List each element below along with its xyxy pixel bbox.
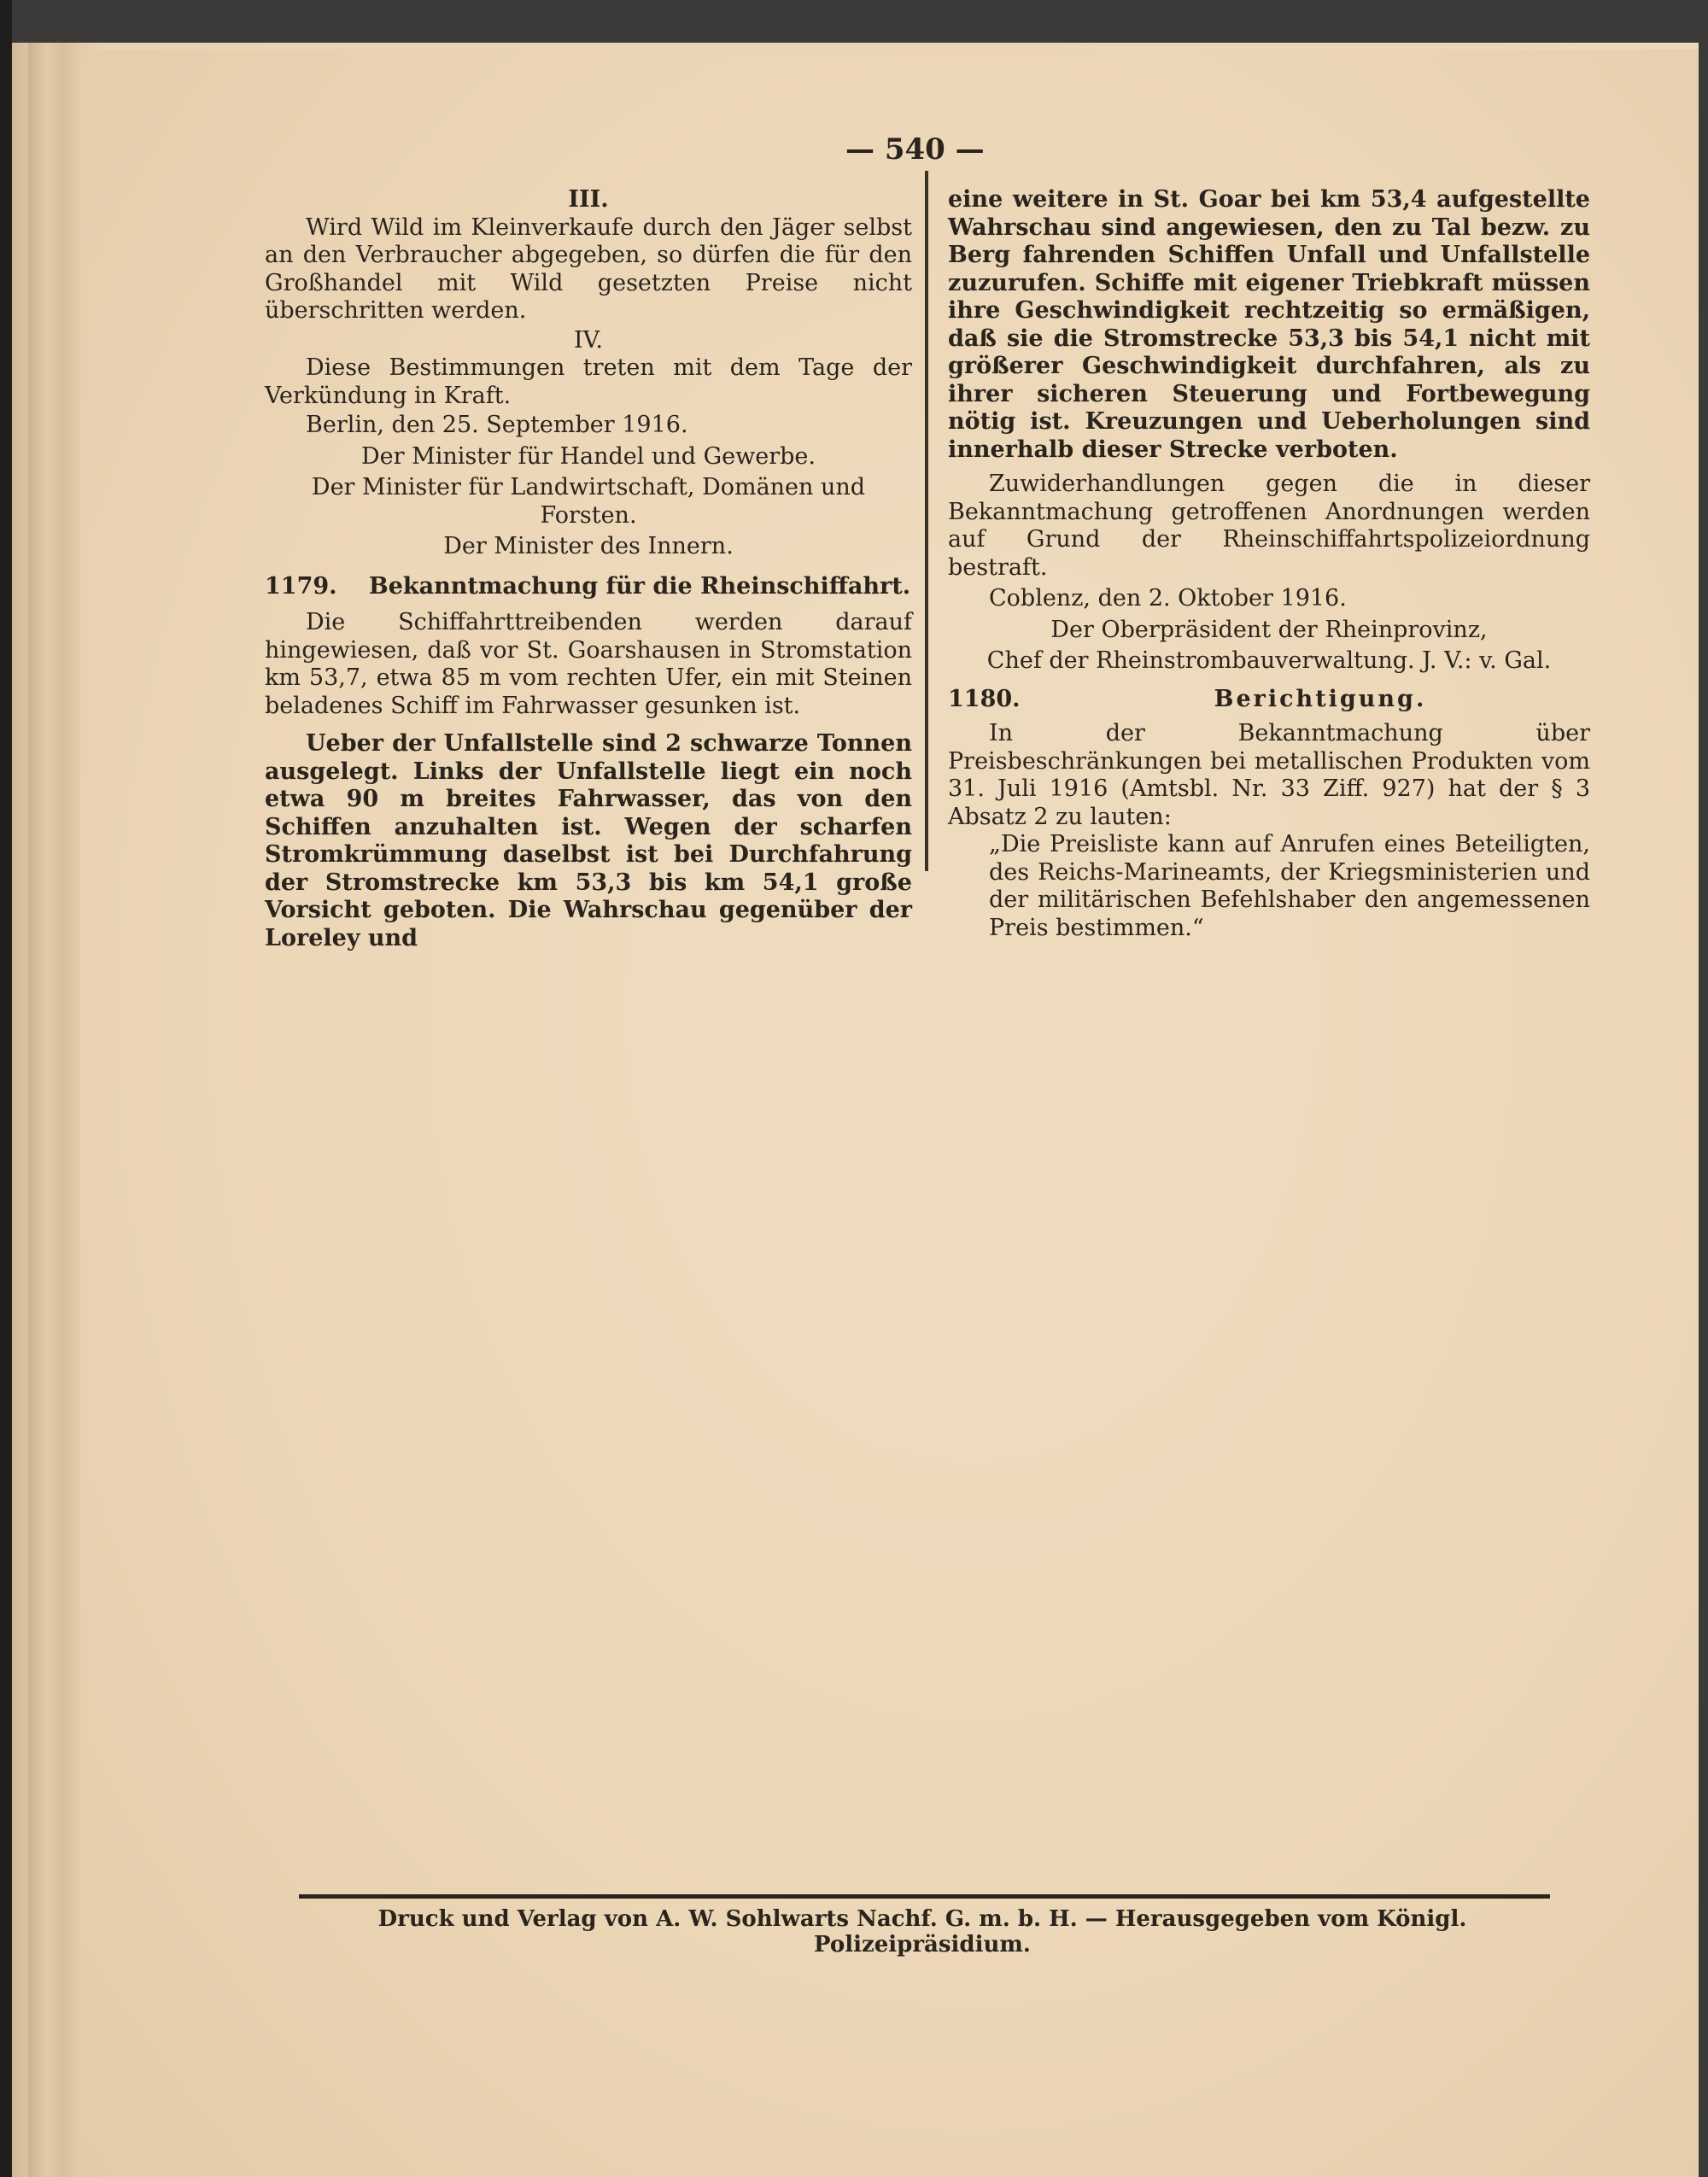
article-title: Bekanntmachung für die Rheinschiffahrt. xyxy=(368,572,911,600)
right-column xyxy=(948,186,1590,942)
article-1179-heading xyxy=(265,573,912,601)
page-number: — 540 — xyxy=(845,132,985,167)
article-number: 1179. xyxy=(265,572,337,600)
signature-rheinstrombauverwaltung: Chef der Rheinstrombauverwaltung. J. V.: v. Gal. xyxy=(986,647,1552,674)
place-date: Berlin, den 25. September 1916. xyxy=(306,412,688,438)
section-3-text: Wird Wild im Kleinverkaufe durch den Jäger selbst an den Verbraucher abgegeben, so dürfen die für den Großhandel mit Wild gesetzten Preise nicht überschritten werden. xyxy=(265,214,912,324)
article-1180-paragraph: In der Bekanntmachung über Preisbeschränkungen bei metallischen Produkten vom 31. Juli 1916 (Amtsbl. Nr. 33 Ziff. 927) hat der § 3 Absatz 2 zu lauten: xyxy=(948,720,1590,830)
signature-interior-minister: Der Minister des Innern. xyxy=(443,533,734,559)
article-1180-quote: „Die Preisliste kann auf Anrufen eines Beteiligten, des Reichs-Marineamts, der Kriegsministerien und der militärischen Befehlshaber den angemessenen Preis bestimmen.“ xyxy=(989,831,1590,941)
footer-rule xyxy=(299,1894,1550,1899)
column-divider xyxy=(925,171,928,871)
left-column xyxy=(265,186,912,952)
continuation-paragraph: eine weitere in St. Goar bei km 53,4 aufgestellte Wahrschau sind angewiesen, den zu Tal bezw. zu Berg fahrenden Schiffen Unfall und Unfallstelle zuzurufen. Schiffe mit eigener Triebkraft müssen ihre Geschwindigkeit rechtzeitig so ermäßigen, daß sie die Stromstrecke 53,3 bis 54,1 nicht mit größerer Geschwindigkeit durchfahren, als zu ihrer sicheren Steuerung und Fortbewegung nötig ist. Kreuzungen und Ueberholungen sind innerhalb dieser Strecke verboten. xyxy=(948,186,1590,463)
signature-oberpraesident: Der Oberpräsident der Rheinprovinz, xyxy=(1050,616,1488,643)
article-1180-heading xyxy=(948,686,1590,714)
article-1179-paragraph-1: Die Schiffahrttreibenden werden darauf hingewiesen, daß vor St. Goarshausen in Stromstation km 53,7, etwa 85 m vom rechten Ufer, ein mit Steinen beladenes Schiff im Fahrwasser gesunken ist. xyxy=(265,609,912,719)
place-date: Coblenz, den 2. Oktober 1916. xyxy=(989,585,1347,612)
publisher-footer: Druck und Verlag von A. W. Sohlwarts Nachf. G. m. b. H. — Herausgegeben vom Königl. Polizeipräsidium. xyxy=(377,1906,1467,1958)
signature-trade-minister: Der Minister für Handel und Gewerbe. xyxy=(360,442,816,470)
signature-agriculture-minister: Der Minister für Landwirtschaft, Domänen und Forsten. xyxy=(311,474,866,529)
section-4-heading: IV. xyxy=(573,326,604,354)
scan-edge xyxy=(0,0,12,2177)
penalty-paragraph: Zuwiderhandlungen gegen die in dieser Bekanntmachung getroffenen Anordnungen werden auf Grund der Rheinschiffahrtspolizeiordnung bestraft. xyxy=(948,471,1590,581)
article-title: Berichtigung. xyxy=(1214,685,1427,712)
article-1179-paragraph-2: Ueber der Unfallstelle sind 2 schwarze Tonnen ausgelegt. Links der Unfallstelle liegt ein noch etwa 90 m breites Fahrwasser, das von den Schiffen anzuhalten ist. Wegen der scharfen Stromkrümmung daselbst ist bei Durchfahrung der Stromstrecke km 53,3 bis km 54,1 große Vorsicht geboten. Die Wahrschau gegenüber der Loreley und xyxy=(265,730,912,951)
section-3-heading: III. xyxy=(568,186,609,213)
section-4-text: Diese Bestimmungen treten mit dem Tage der Verkündung in Kraft. xyxy=(265,354,912,409)
article-number: 1180. xyxy=(948,685,1021,712)
